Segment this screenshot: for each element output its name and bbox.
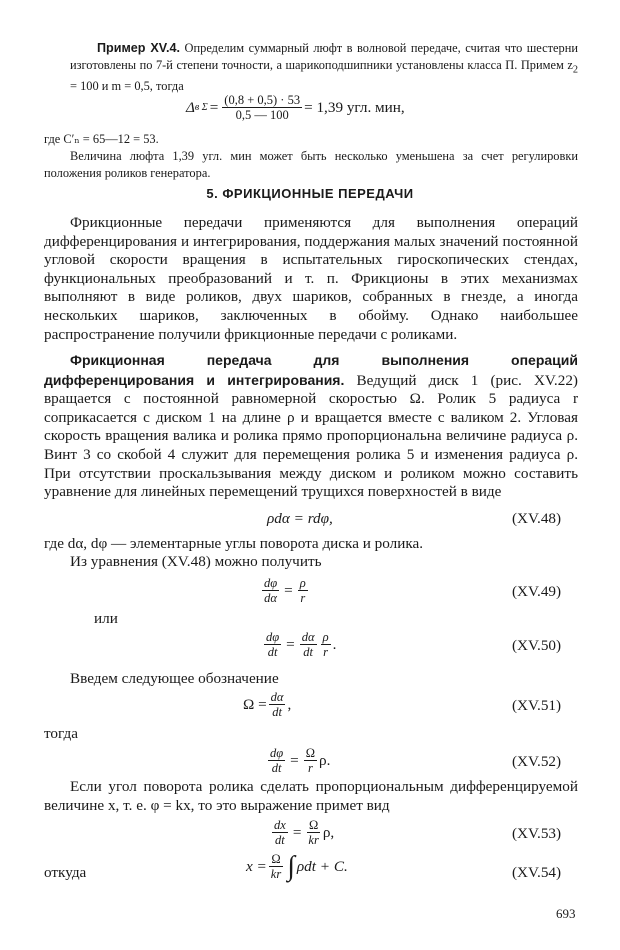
- equation-51-number: (XV.51): [512, 697, 562, 714]
- equation-52-rhs-fraction: [304, 746, 317, 775]
- equation-54-num: Ω: [271, 852, 281, 866]
- introduce-line: Введем следующее обозначение: [70, 670, 279, 687]
- equation-50-c-den: r: [323, 645, 328, 659]
- equation-52-rhs-den: r: [307, 761, 313, 775]
- example-eq-fraction: [222, 93, 302, 122]
- equation-54-den: kr: [270, 867, 282, 881]
- equation-52: $\frac{d\varphi}{dt}$ = $\frac{\Omega}{r}$ ρ.: [270, 746, 331, 775]
- equation-50: $\frac{d\varphi}{dt}$ = $\frac{d\alpha}{dt}$ $\frac{\rho}{r}$ .: [266, 630, 337, 659]
- where-line-2: где dα, dφ — элементарные углы поворота диска и ролика.: [44, 535, 424, 552]
- equation-52-lhs-den: dt: [271, 761, 282, 775]
- equation-53-number: (XV.53): [512, 825, 562, 842]
- equation-50-a-den: dt: [267, 645, 278, 659]
- equation-53-lhs-fraction: [272, 818, 288, 847]
- equation-51: Ω = $\frac{d\alpha}{dt}$ ,: [243, 690, 292, 719]
- from-equation-line: Из уравнения (XV.48) можно получить: [70, 553, 322, 570]
- example-text-1: Определим суммарный люфт в волновой передаче, считая что шестерни изготовлены по 7-й степени точности, а шарикоподшипники установлены класса П. Примем z: [70, 41, 578, 72]
- example-equation: Δ в Σ = $\frac{(0,8 + 0,5) \cdot 53}{0,5 — 100}$ = 1,39 угл. мин,: [186, 93, 405, 122]
- paragraph-2: [44, 351, 578, 502]
- equation-52-lhs-fraction: [268, 746, 285, 775]
- example-eq-numerator: (0,8 + 0,5) · 53: [224, 93, 301, 107]
- equation-49-rhs-num: ρ: [299, 576, 306, 590]
- example-label: Пример XV.4.: [97, 41, 181, 55]
- paragraph-3: Если угол поворота ролика сделать пропорциональным дифференцируемой величине x, т. е. φ = kx, то это выражение примет вид: [44, 778, 578, 814]
- example-eq-denominator: 0,5 — 100: [235, 108, 289, 122]
- example-where-text: где C′ₙ = 65—12 = 53.: [44, 132, 159, 146]
- example-text-2: = 100 и m = 0,5, тогда: [70, 79, 184, 94]
- equation-50-b-num: dα: [301, 630, 315, 644]
- equation-51-den: dt: [272, 705, 282, 719]
- integral-sign: ∫: [287, 850, 295, 882]
- example-eq-lhs: Δ: [186, 98, 195, 116]
- equation-53-lhs-num: dx: [274, 818, 286, 832]
- equation-52-tail: ρ.: [319, 751, 331, 769]
- equation-48-number: (XV.48): [512, 510, 562, 527]
- equation-54-lhs: x =: [246, 857, 267, 875]
- equation-54-fraction: [269, 852, 283, 881]
- paragraph-1: Фрикционные передачи применяются для выполнения операций дифференцирования и интегрирования, поддержания малых значений постоянной угловой скорости вращения в испытательных гироскопических стендах, функциональных преобразований и т. п. Фрикционы в этих механизмах выполняют в виде роликов, двух шариков, собранных в гнезде, а иногда нескольких шариков, заключенных в обойму. Однако наибольшее распространение получили фрикционные передачи с роликами.: [44, 214, 578, 343]
- section-heading: 5. ФРИКЦИОННЫЕ ПЕРЕДАЧИ: [206, 186, 414, 201]
- example-paragraph: [70, 40, 578, 95]
- equation-50-fraction-c: [321, 630, 331, 659]
- paragraph-2-bold: Фрикционная передача для выполнения операций дифференцирования и интегрирования.: [44, 352, 578, 388]
- example-where-line: [44, 131, 552, 148]
- equation-53-rhs-den: kr: [308, 833, 319, 847]
- equation-52-rhs-num: Ω: [305, 746, 316, 760]
- equation-51-num: dα: [270, 690, 284, 704]
- equation-49: $\frac{d\varphi}{d\alpha}$ = $\frac{\rho}{r}$: [264, 576, 306, 605]
- example-z-subscript: 2: [572, 64, 578, 76]
- example-eq-result: = 1,39 угл. мин,: [304, 98, 405, 116]
- equation-51-lhs: Ω =: [243, 695, 267, 713]
- equation-49-rhs-fraction: [298, 576, 308, 605]
- equation-53-tail: ρ,: [322, 823, 335, 841]
- example-note-text: Величина люфта 1,39 угл. мин может быть несколько уменьшена за счет регулировки положения роликов генератора.: [44, 149, 578, 180]
- example-eq-lhs-subscript: в Σ: [194, 102, 208, 113]
- equation-49-number: (XV.49): [512, 583, 562, 600]
- equation-53-rhs-num: Ω: [308, 818, 319, 832]
- equation-54-tail: ρdt + C.: [296, 857, 348, 875]
- equation-51-fraction: [269, 690, 286, 719]
- equation-54-number: (XV.54): [512, 864, 562, 881]
- equation-49-lhs-num: dφ: [264, 576, 278, 590]
- paragraph-2-text: Ведущий диск 1 (рис. XV.22) вращается с постоянной равномерной скоростью Ω. Ролик 5 радиуса r соприкасается с диском 1 на длине ρ и вращается вместе с валиком 2. Угловая скорость вращения валика и ролика прямо пропорциональна величине радиуса ρ. Винт 3 со скобой 4 служит для перемещения ролика 5 и изменения радиуса ρ. При отсутствии проскальзывания между диском и роликом можно составить уравнение для линейных перемещений трущихся поверхностей в виде: [44, 371, 578, 501]
- equation-50-fraction-b: [300, 630, 317, 659]
- equation-50-c-num: ρ: [322, 630, 329, 644]
- then-word: тогда: [44, 725, 78, 742]
- page-number: 693: [556, 906, 576, 921]
- equation-53-lhs-den: dt: [275, 833, 285, 847]
- equation-49-lhs-den: dα: [264, 591, 277, 605]
- or-word: или: [94, 610, 118, 627]
- whence-word: откуда: [44, 864, 87, 881]
- equation-50-fraction-a: [264, 630, 281, 659]
- equation-52-number: (XV.52): [512, 753, 562, 770]
- equation-50-number: (XV.50): [512, 637, 562, 654]
- equation-53-rhs-fraction: [306, 818, 320, 847]
- example-note: [44, 148, 578, 182]
- equation-50-b-den: dt: [303, 645, 314, 659]
- equation-53: $\frac{dx}{dt}$ = $\frac{\Omega}{kr}$ ρ,: [274, 818, 335, 847]
- equation-52-lhs-num: dφ: [270, 746, 284, 760]
- equation-54: [246, 852, 348, 881]
- equation-48: ρdα = rdφ,: [267, 510, 333, 527]
- equation-50-a-num: dφ: [266, 630, 280, 644]
- equation-49-rhs-den: r: [300, 591, 306, 605]
- equation-49-lhs-fraction: [262, 576, 279, 605]
